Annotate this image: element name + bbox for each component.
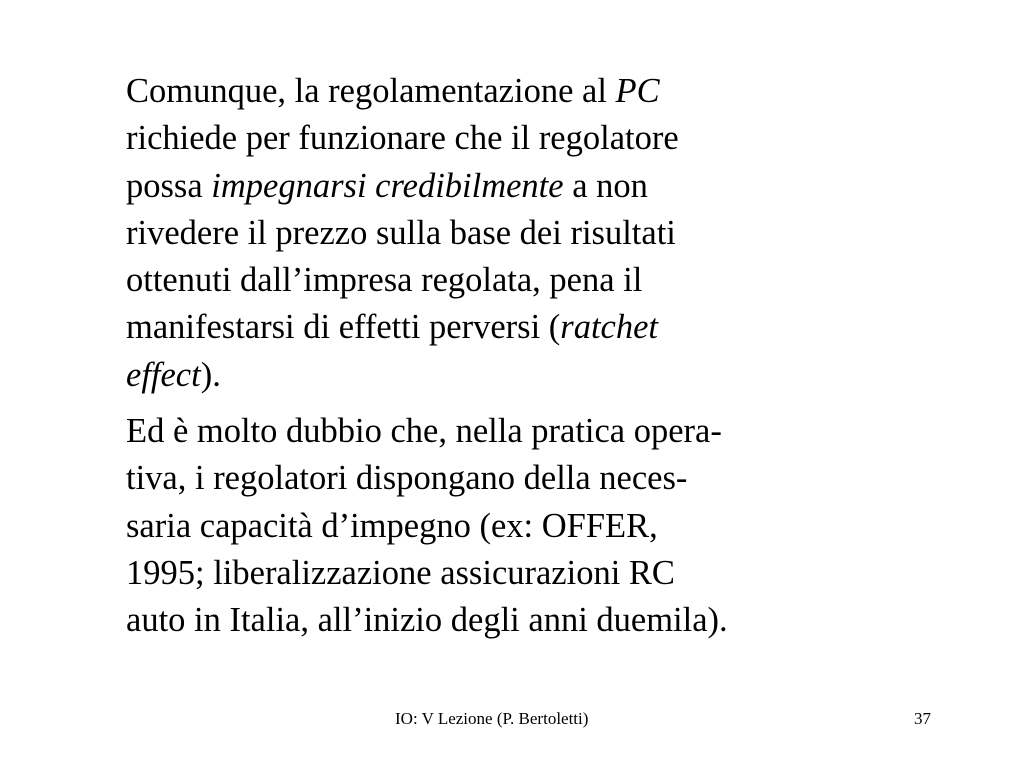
text-line: Ed è molto dubbio che, nella pratica opera- (126, 412, 722, 451)
text-line: saria capacità d’impegno (ex: OFFER, (126, 506, 658, 545)
text-line (126, 68, 926, 115)
text-run: possa (126, 166, 212, 205)
text-line (126, 352, 926, 399)
footer-title: IO: V Lezione (P. Bertoletti) (395, 709, 589, 728)
text-line: ottenuti dall’impresa regolata, pena il (126, 261, 643, 300)
text-run: Comunque, la regolamentazione al (126, 72, 616, 110)
page-number: 37 (914, 709, 931, 728)
text-line (126, 163, 926, 210)
italic-term-ratchet: ratchet (560, 308, 659, 347)
paragraph-regulation-commitment (126, 68, 926, 399)
text-run: ). (200, 355, 221, 394)
text-line: auto in Italia, all’inizio degli anni duemila). (126, 601, 728, 640)
text-line: rivedere il prezzo sulla base dei risultati (126, 213, 676, 252)
text-run: a non (563, 166, 648, 205)
text-line: 1995; liberalizzazione assicurazioni RC (126, 553, 675, 592)
italic-term-effect: effect (126, 355, 201, 394)
text-line: richiede per funzionare che il regolatore (126, 119, 679, 158)
italic-term-pc: PC (615, 72, 660, 110)
text-run: manifestarsi di effetti perversi ( (126, 308, 561, 347)
paragraph-commitment-capacity (126, 408, 926, 644)
text-line (126, 304, 926, 351)
text-line: tiva, i regolatori dispongano della neces- (126, 459, 688, 498)
slide-body (126, 68, 926, 645)
italic-term-commitment: impegnarsi credibilmente (211, 166, 564, 205)
